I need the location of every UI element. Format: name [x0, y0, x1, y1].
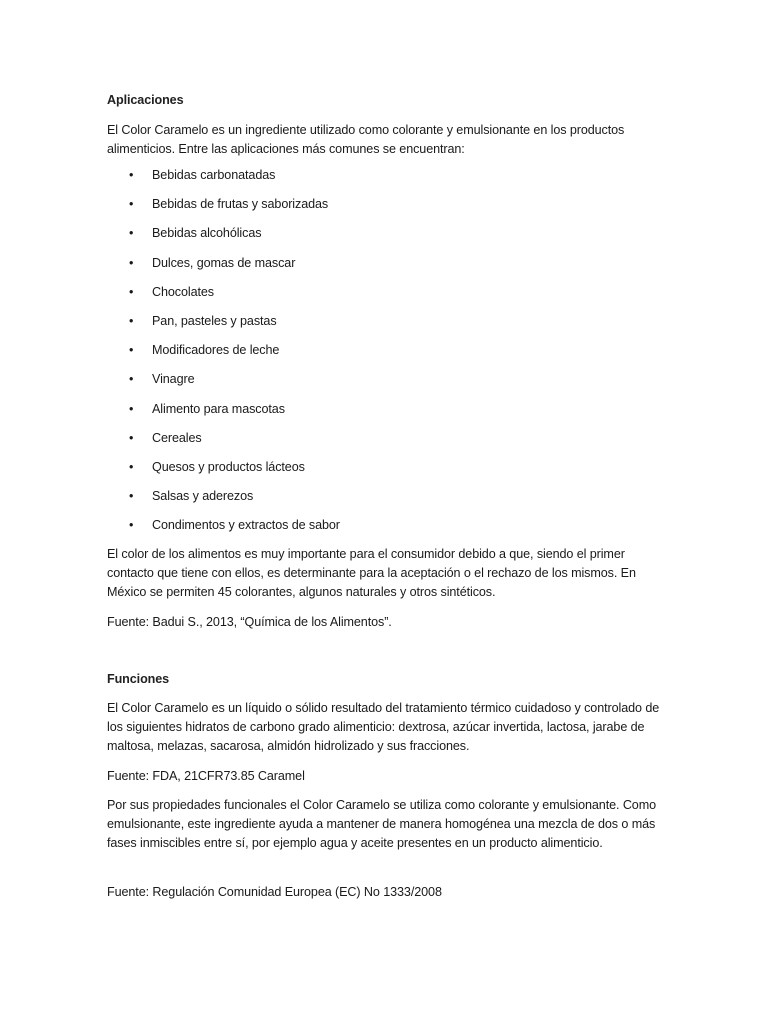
source-ec-regulation: Fuente: Regulación Comunidad Europea (EC) No 1333/2008: [107, 885, 442, 899]
bullet-icon: •: [129, 401, 134, 416]
bullet-icon: •: [129, 459, 134, 474]
bullet-icon: •: [129, 284, 134, 299]
section-heading-aplicaciones: Aplicaciones: [107, 93, 184, 107]
list-item-label: Pan, pasteles y pastas: [152, 313, 277, 328]
properties-paragraph: Por sus propiedades funcionales el Color Caramelo se utiliza como colorante y emulsionante. Como emulsionante, este ingrediente ayuda a mantener de manera homogénea una mezcla de dos o más fases inmiscibles entre sí, por ejemplo agua y aceite presentes en un producto alimenticio.: [107, 798, 657, 850]
bullet-icon: •: [129, 489, 134, 504]
list-item: [107, 487, 340, 516]
list-item: [107, 458, 340, 487]
list-item: [107, 166, 340, 195]
list-item-label: Condimentos y extractos de sabor: [152, 518, 340, 533]
section-heading-funciones: Funciones: [107, 672, 170, 686]
list-item-label: Chocolates: [152, 284, 215, 299]
bullet-icon: •: [129, 518, 134, 533]
source-badui: Fuente: Badui S., 2013, “Química de los Alimentos”.: [107, 615, 392, 629]
list-item: [107, 195, 340, 224]
list-item: [107, 283, 340, 312]
bullet-icon: •: [129, 343, 134, 358]
bullet-icon: •: [129, 255, 134, 270]
source-fda: Fuente: FDA, 21CFR73.85 Caramel: [107, 769, 305, 783]
list-item: [107, 516, 340, 545]
list-item-label: Salsas y aderezos: [152, 489, 254, 504]
definition-paragraph: El Color Caramelo es un líquido o sólido resultado del tratamiento térmico cuidadoso y controlado de los siguientes hidratos de carbono grado alimenticio: dextrosa, azúcar invertida, lactosa, jarabe de maltosa, melazas, sacarosa, almidón hidrolizado y sus fracciones.: [107, 701, 660, 753]
bullet-icon: •: [129, 197, 134, 212]
bullet-icon: •: [129, 313, 134, 328]
colorants-paragraph: El color de los alimentos es muy importante para el consumidor debido a que, siendo el primer contacto que tiene con ellos, es determinante para la aceptación o el rechazo de los mismos. En México se permiten 45 colorantes, algunos naturales y otros sintéticos.: [107, 547, 636, 599]
list-item-label: Bebidas carbonatadas: [152, 168, 276, 182]
list-item: [107, 224, 340, 253]
list-item-label: Cereales: [152, 430, 202, 445]
intro-paragraph: El Color Caramelo es un ingrediente utilizado como colorante y emulsionante en los productos alimenticios. Entre las aplicaciones más comunes se encuentran:: [107, 123, 625, 156]
list-item: [107, 429, 340, 458]
applications-list: [107, 166, 340, 545]
bullet-icon: •: [129, 372, 134, 387]
list-item-label: Bebidas de frutas y saborizadas: [152, 197, 329, 212]
list-item-label: Alimento para mascotas: [152, 401, 285, 416]
list-item: [107, 400, 340, 429]
list-item-label: Quesos y productos lácteos: [152, 459, 305, 474]
list-item: [107, 341, 340, 370]
bullet-icon: •: [129, 430, 134, 445]
list-item: [107, 254, 340, 283]
list-item-label: Vinagre: [152, 372, 195, 387]
bullet-icon: •: [129, 226, 134, 241]
bullet-icon: •: [129, 168, 134, 182]
list-item: [107, 312, 340, 341]
list-item-label: Modificadores de leche: [152, 343, 280, 358]
list-item-label: Bebidas alcohólicas: [152, 226, 262, 241]
list-item: [107, 370, 340, 399]
list-item-label: Dulces, gomas de mascar: [152, 255, 296, 270]
